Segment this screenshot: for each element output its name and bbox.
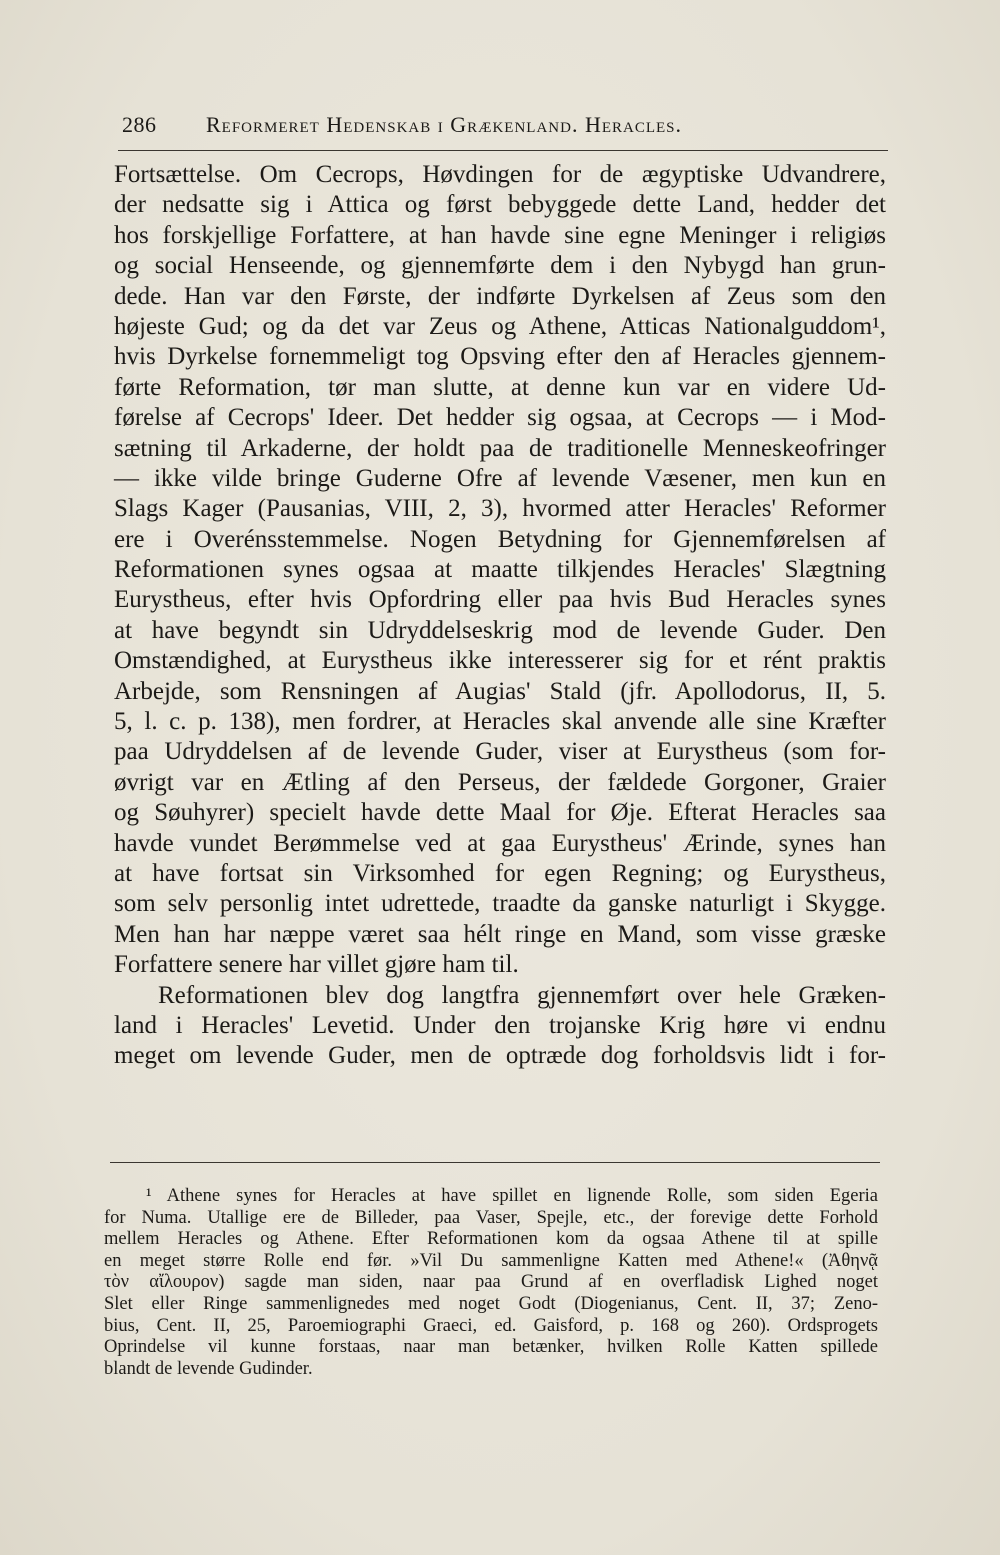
- text-line: som selv personlig intet udrettede, traadte da ganske naturligt i Skygge.: [114, 890, 886, 918]
- footnote-line: ¹ Athene synes for Heracles at have spillet en lignende Rolle, som siden Egeria: [146, 1186, 878, 1206]
- text-line: der nedsatte sig i Attica og først bebyggede dette Land, hedder det: [114, 191, 886, 219]
- page-number: 286: [122, 112, 157, 137]
- text-line: at have begyndt sin Udryddelseskrig mod de levende Guder. Den: [114, 616, 886, 644]
- text-line: hos forskjellige Forfattere, at han havde sine egne Meninger i religiøs: [114, 221, 886, 249]
- header-rule: [118, 150, 888, 151]
- text-line: Fortsættelse. Om Cecrops, Høvdingen for de ægyptiske Udvandrere,: [114, 161, 886, 188]
- footnote-line: bius, Cent. II, 25, Paroemiographi Graeci, ed. Gaisford, p. 168 og 260). Ordsprogets: [104, 1315, 878, 1336]
- running-header: [122, 112, 888, 142]
- text-line: dede. Han var den Første, der indførte Dyrkelsen af Zeus som den: [114, 282, 886, 310]
- text-line: øvrigt var en Ætling af den Perseus, der fældede Gorgoner, Graier: [114, 768, 886, 796]
- text-line: Arbejde, som Rensningen af Augias' Stald (jfr. Apollodorus, II, 5.: [114, 677, 886, 705]
- footnote-line: τὸν αἴλουρον) sagde man siden, naar paa Grund af en overfladisk Lighed noget: [104, 1272, 878, 1293]
- text-line: Eurystheus, efter hvis Opfordring eller paa hvis Bud Heracles synes: [114, 586, 886, 614]
- running-title: Reformeret Hedenskab i Grækenland. Heracles.: [206, 112, 683, 137]
- footnote-line: Oprindelse vil kunne forstaas, naar man betænker, hvilken Rolle Katten spillede: [104, 1337, 878, 1358]
- text-line: og Søuhyrer) specielt havde dette Maal for Øje. Efterat Heracles saa: [114, 799, 886, 827]
- text-line: paa Udryddelsen af de levende Guder, viser at Eurystheus (som for-: [114, 738, 886, 766]
- text-line: Slags Kager (Pausanias, VIII, 2, 3), hvormed atter Heracles' Reformer: [114, 495, 886, 523]
- text-line: 5, l. c. p. 138), men fordrer, at Heracles skal anvende alle sine Kræfter: [114, 708, 886, 736]
- text-line: Reformationen synes ogsaa at maatte tilkjendes Heracles' Slægtning: [114, 556, 886, 584]
- text-line: førelse af Cecrops' Ideer. Det hedder sig ogsaa, at Cecrops — i Mod-: [114, 404, 886, 432]
- paragraph-start-line: Reformationen blev dog langtfra gjennemført over hele Græken-: [158, 981, 886, 1009]
- text-line: og social Henseende, og gjennemførte dem i den Nybygd han grun-: [114, 252, 886, 280]
- text-line: sætning til Arkaderne, der holdt paa de traditionelle Menneskeofringer: [114, 434, 886, 462]
- paragraph-end-line: Forfattere senere har villet gjøre ham til.: [114, 951, 519, 979]
- text-line: Men han har næppe været saa hélt ringe en Mand, som visse græske: [114, 920, 886, 948]
- footnote-line: blandt de levende Gudinder.: [104, 1358, 313, 1379]
- text-line: at have fortsat sin Virksomhed for egen Regning; og Eurystheus,: [114, 859, 886, 887]
- text-line: ere i Overénsstemmelse. Nogen Betydning for Gjennemførelsen af: [114, 525, 886, 553]
- text-line: — ikke vilde bringe Guderne Ofre af levende Væsener, men kun en: [114, 464, 886, 492]
- text-line: havde vundet Berømmelse ved at gaa Eurystheus' Ærinde, synes han: [114, 829, 886, 857]
- footnote-rule: [110, 1162, 880, 1163]
- footnote-line: Slet eller Ringe sammenlignedes med noget Godt (Diogenianus, Cent. II, 37; Zeno-: [104, 1293, 878, 1314]
- footnotes: [104, 1186, 878, 1380]
- text-line: meget om levende Guder, men de optræde dog forholdsvis lidt i for-: [114, 1042, 886, 1070]
- text-line: førte Reformation, tør man slutte, at denne kun var en videre Ud-: [114, 373, 886, 401]
- main-text: [114, 160, 886, 1072]
- footnote-line: for Numa. Utallige ere de Billeder, paa Vaser, Spejle, etc., der forevige dette Forhold: [104, 1207, 878, 1228]
- footnote-line: mellem Heracles og Athene. Efter Reformationen kom da ogsaa Athene til at spille: [104, 1229, 878, 1250]
- text-line: højeste Gud; og da det var Zeus og Athene, Atticas Nationalguddom¹,: [114, 312, 886, 340]
- text-line: hvis Dyrkelse fornemmeligt tog Opsving efter den af Heracles gjennem-: [114, 343, 886, 371]
- text-line: Omstændighed, at Eurystheus ikke interesserer sig for et rént praktis: [114, 647, 886, 675]
- footnote-line: en meget større Rolle end før. »Vil Du sammenligne Katten med Athene!« (Ἀθηνᾷ: [104, 1250, 878, 1271]
- text-line: land i Heracles' Levetid. Under den trojanske Krig høre vi endnu: [114, 1011, 886, 1039]
